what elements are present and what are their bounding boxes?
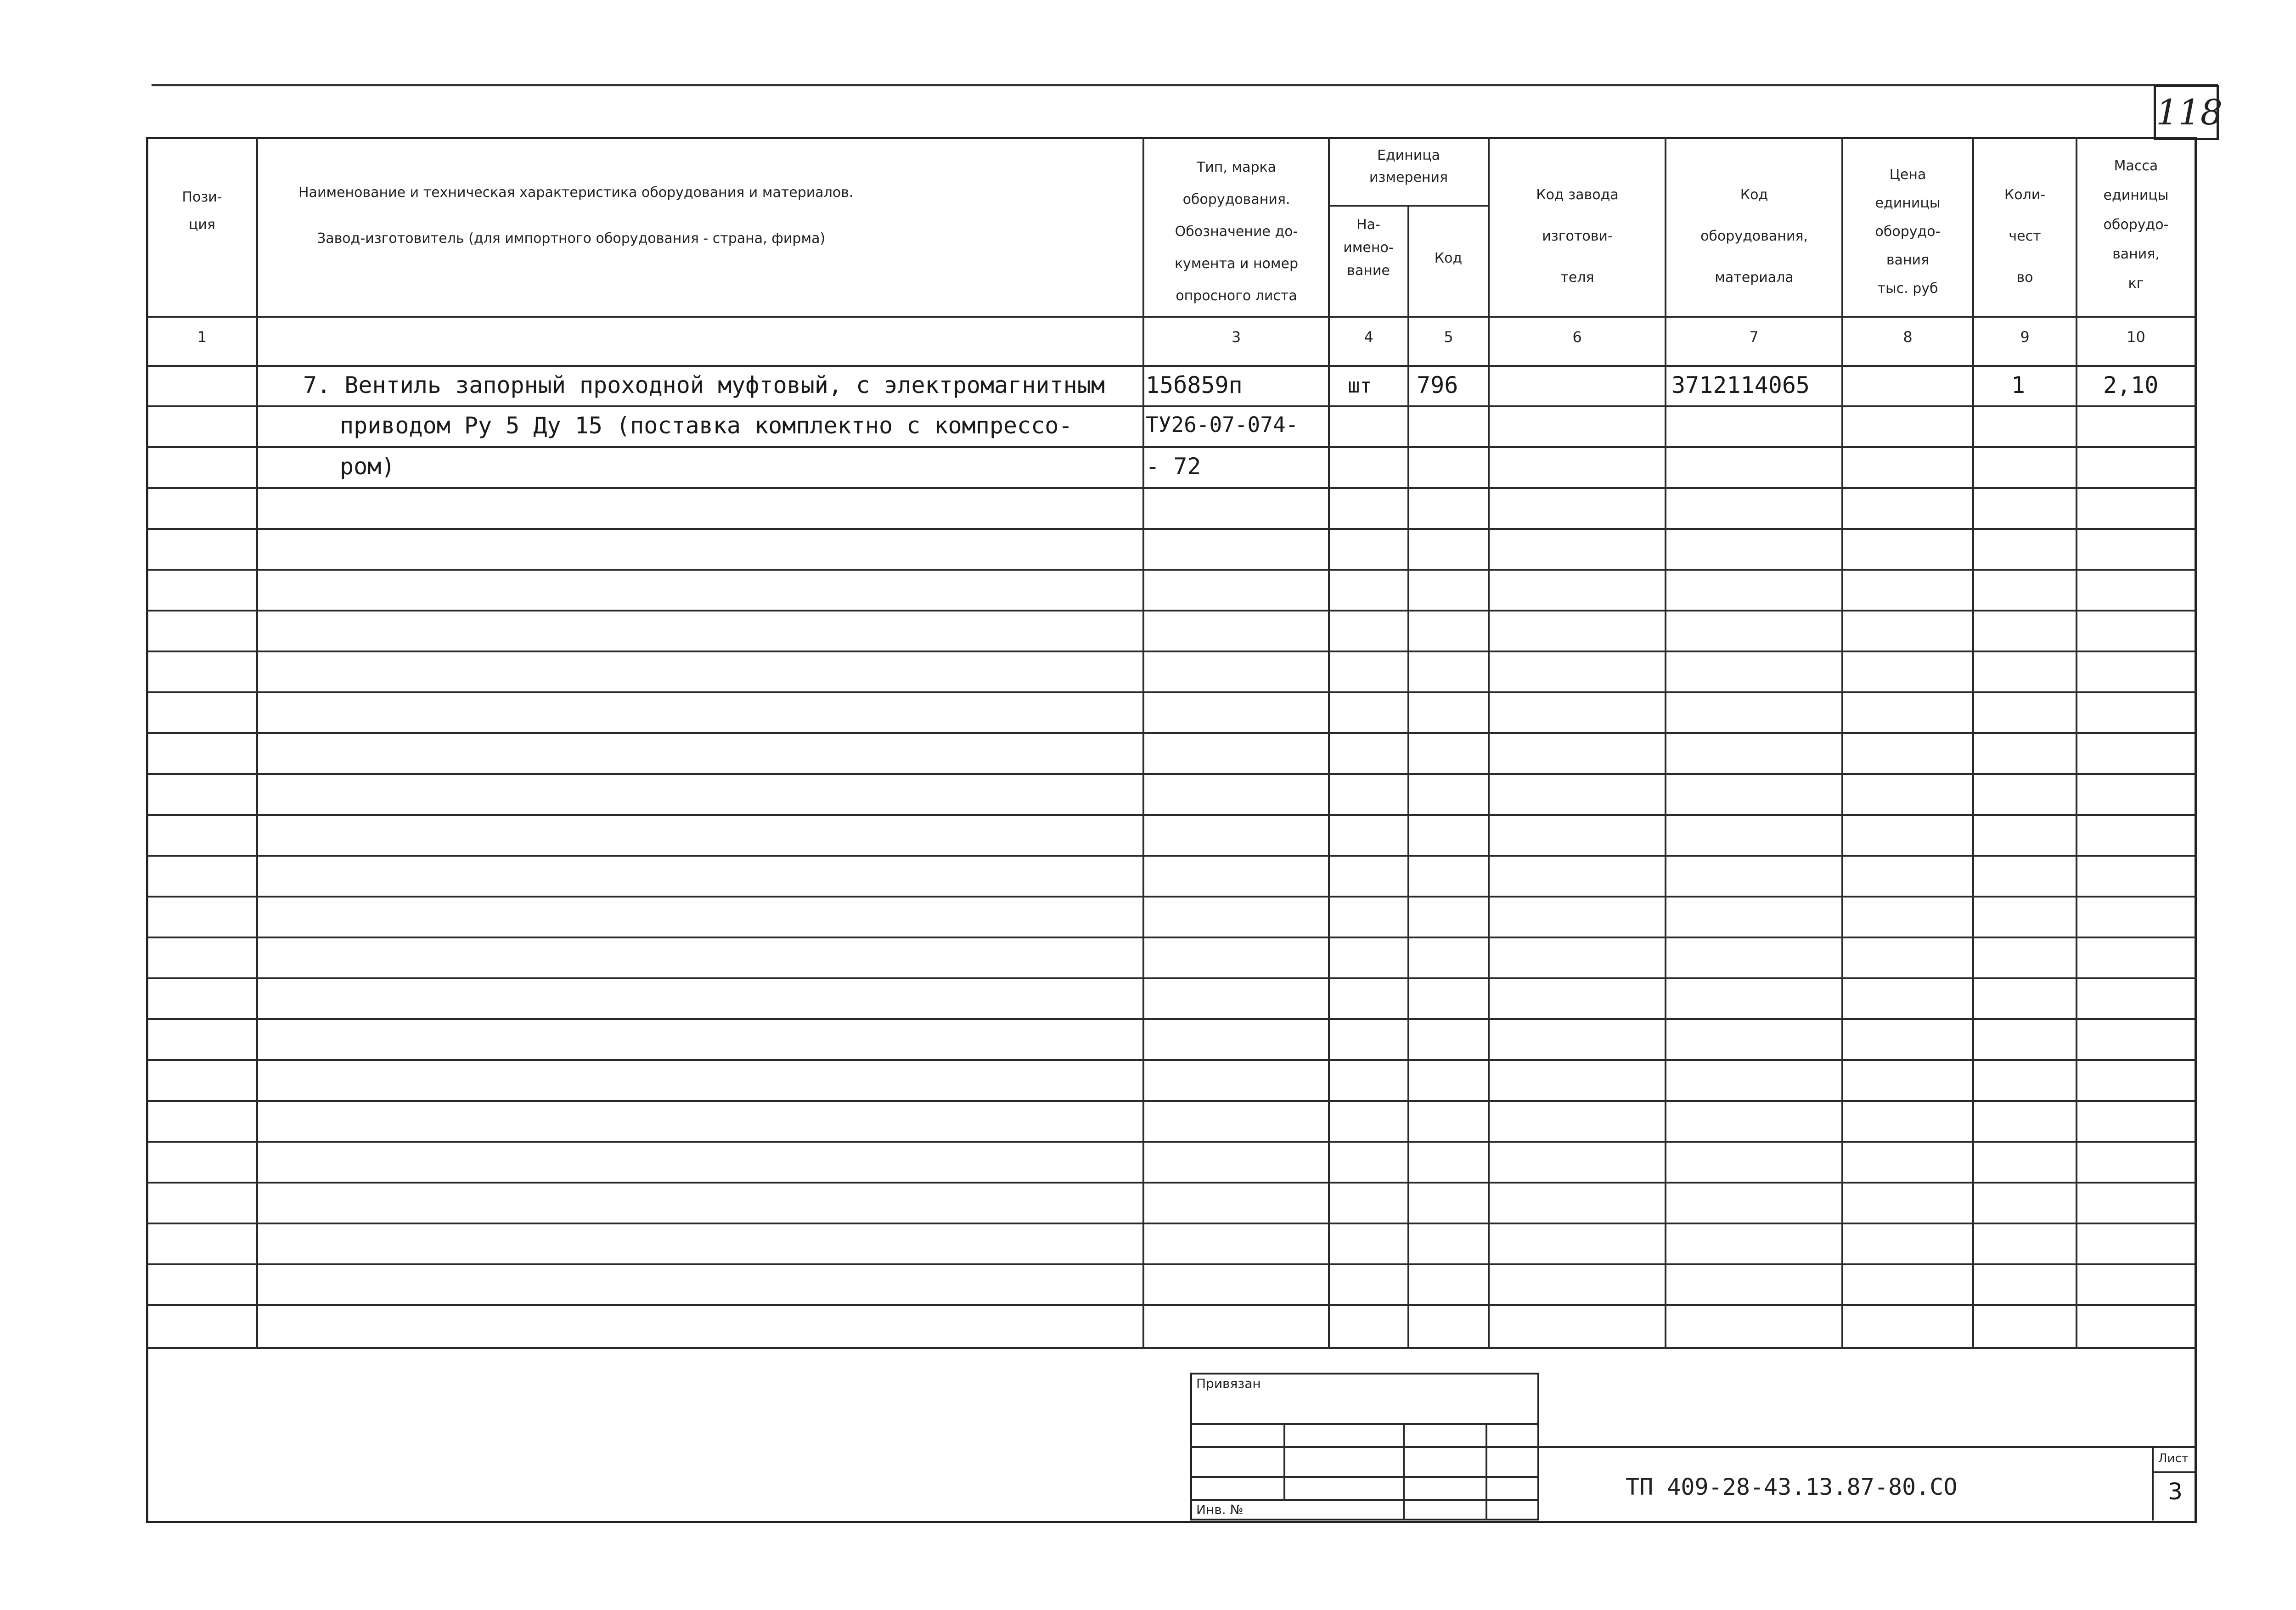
col-divider-8 bbox=[1972, 137, 1974, 1349]
column-number: 7 bbox=[1749, 328, 1759, 346]
row-line bbox=[146, 651, 2197, 652]
header-type bbox=[1146, 151, 1327, 312]
row-line bbox=[146, 937, 2197, 938]
stamp-divider bbox=[1486, 1423, 1487, 1520]
header-text: имено- bbox=[1343, 240, 1394, 256]
col-divider-1 bbox=[256, 137, 258, 1349]
header-text: единицы bbox=[2103, 187, 2169, 203]
col-divider-2 bbox=[1142, 137, 1144, 1349]
header-text: чест bbox=[2009, 228, 2041, 244]
row-line bbox=[146, 691, 2197, 693]
row-line bbox=[146, 1182, 2197, 1184]
header-text: во bbox=[2016, 269, 2033, 286]
col-divider-5 bbox=[1488, 137, 1490, 1349]
row-line bbox=[146, 732, 2197, 734]
sheet-number: 118 bbox=[2156, 92, 2223, 133]
numbers-bottom-line bbox=[146, 365, 2197, 367]
header-text: вание bbox=[1347, 263, 1390, 279]
item-equipment-code: 3712114065 bbox=[1671, 372, 1810, 398]
item-name-line2: приводом Ру 5 Ду 15 (поставка комплектно с компрессо- bbox=[340, 412, 1073, 439]
row-line bbox=[146, 896, 2197, 898]
table-bottom-line bbox=[146, 1347, 2197, 1349]
header-price bbox=[1843, 161, 1972, 303]
row-line bbox=[146, 1018, 2197, 1020]
header-text: оборудо- bbox=[1875, 224, 1941, 240]
row-line bbox=[146, 855, 2197, 857]
header-position bbox=[152, 184, 253, 239]
header-text: Масса bbox=[2114, 158, 2158, 174]
column-number: 9 bbox=[2020, 328, 2030, 346]
header-text: Единица bbox=[1377, 147, 1441, 163]
header-text: Обозначение до- bbox=[1175, 224, 1298, 240]
column-number: 6 bbox=[1572, 328, 1582, 346]
header-text: Пози- bbox=[182, 189, 222, 205]
stamp-divider bbox=[1283, 1423, 1285, 1499]
header-text: теля bbox=[1560, 269, 1594, 286]
header-text: Код завода bbox=[1536, 187, 1619, 203]
sheet-box-divider bbox=[2152, 1471, 2197, 1473]
row-line bbox=[146, 1059, 2197, 1061]
row-line bbox=[146, 1263, 2197, 1265]
header-text: оборудования. bbox=[1182, 191, 1290, 208]
title-block-line bbox=[1539, 1446, 2197, 1448]
item-type-line2: ТУ26-07-074- bbox=[1146, 412, 1299, 437]
column-number: 1 bbox=[197, 328, 207, 346]
header-text: измерения bbox=[1369, 169, 1448, 185]
col-divider-7 bbox=[1841, 137, 1843, 1349]
header-text: тыс. руб bbox=[1877, 280, 1938, 297]
header-text: кг bbox=[2128, 275, 2144, 292]
document-code: ТП 409-28-43.13.87-80.СО bbox=[1626, 1474, 1958, 1500]
row-line bbox=[146, 610, 2197, 611]
row-line bbox=[146, 814, 2197, 816]
header-equipment-code bbox=[1667, 174, 1841, 298]
header-text: вания bbox=[1886, 252, 1930, 268]
item-type-line1: 15б859п bbox=[1146, 372, 1243, 398]
item-unit: шт bbox=[1348, 374, 1372, 398]
header-quantity bbox=[1974, 174, 2076, 298]
header-mass bbox=[2077, 151, 2195, 298]
sheet-label: Лист bbox=[2158, 1452, 2189, 1465]
item-name-line3: ром) bbox=[340, 453, 395, 480]
header-text: материала bbox=[1715, 269, 1794, 286]
column-number: 5 bbox=[1444, 328, 1453, 346]
stamp-inv-label: Инв. № bbox=[1196, 1502, 1244, 1517]
column-number: 4 bbox=[1364, 328, 1373, 346]
row-line bbox=[146, 1141, 2197, 1143]
header-text: Код bbox=[1740, 187, 1768, 203]
item-name-line1: 7. Вентиль запорный проходной муфтовый, с электромагнитным bbox=[303, 372, 1105, 398]
header-text: опросного листа bbox=[1176, 288, 1297, 304]
header-text: изготови- bbox=[1542, 228, 1613, 244]
header-name-line1: Наименование и техническая характеристика оборудования и материалов. bbox=[298, 185, 854, 201]
stamp-approved-label: Привязан bbox=[1196, 1376, 1261, 1391]
header-text: Коли- bbox=[2004, 187, 2046, 203]
row-line bbox=[146, 487, 2197, 489]
header-text: оборудования, bbox=[1700, 228, 1808, 244]
header-text: ция bbox=[189, 217, 215, 233]
row-line bbox=[146, 977, 2197, 979]
row-line bbox=[146, 569, 2197, 571]
header-text: Тип, марка bbox=[1196, 159, 1277, 175]
header-text: Цена bbox=[1889, 167, 1926, 183]
header-text: вания, bbox=[2112, 246, 2160, 262]
item-quantity: 1 bbox=[2011, 372, 2026, 398]
column-number: 3 bbox=[1231, 328, 1241, 346]
col-divider-4 bbox=[1407, 205, 1409, 1349]
row-line bbox=[146, 773, 2197, 775]
top-border-line bbox=[152, 84, 2218, 86]
header-name-line2: Завод-изготовитель (для импортного оборудования - страна, фирма) bbox=[317, 230, 826, 247]
unit-group-divider bbox=[1328, 205, 1488, 207]
stamp-divider bbox=[1403, 1423, 1405, 1520]
header-unit-group bbox=[1329, 145, 1488, 189]
item-type-line3: - 72 bbox=[1146, 453, 1201, 480]
header-factory-code bbox=[1490, 174, 1665, 298]
col-divider-9 bbox=[2076, 137, 2077, 1349]
header-text: На- bbox=[1356, 217, 1380, 233]
item-mass: 2,10 bbox=[2103, 372, 2159, 398]
row-line bbox=[146, 405, 2197, 407]
sheet-number-box bbox=[2154, 85, 2223, 140]
row-line bbox=[146, 1304, 2197, 1306]
row-line bbox=[146, 1100, 2197, 1102]
item-unit-code: 796 bbox=[1417, 372, 1458, 398]
header-bottom-line bbox=[146, 316, 2197, 318]
header-text: кумента и номер bbox=[1174, 256, 1299, 272]
column-number: 10 bbox=[2127, 328, 2145, 346]
col-divider-3 bbox=[1328, 137, 1330, 1349]
col-divider-6 bbox=[1665, 137, 1666, 1349]
row-line bbox=[146, 528, 2197, 530]
row-line bbox=[146, 446, 2197, 448]
row-line bbox=[146, 1223, 2197, 1224]
header-text: единицы bbox=[1875, 195, 1941, 211]
header-unit-name bbox=[1329, 213, 1407, 282]
header-unit-code: Код bbox=[1434, 250, 1463, 266]
column-number: 8 bbox=[1903, 328, 1913, 346]
header-text: оборудо- bbox=[2103, 217, 2169, 233]
sheet-value: 3 bbox=[2168, 1478, 2183, 1505]
